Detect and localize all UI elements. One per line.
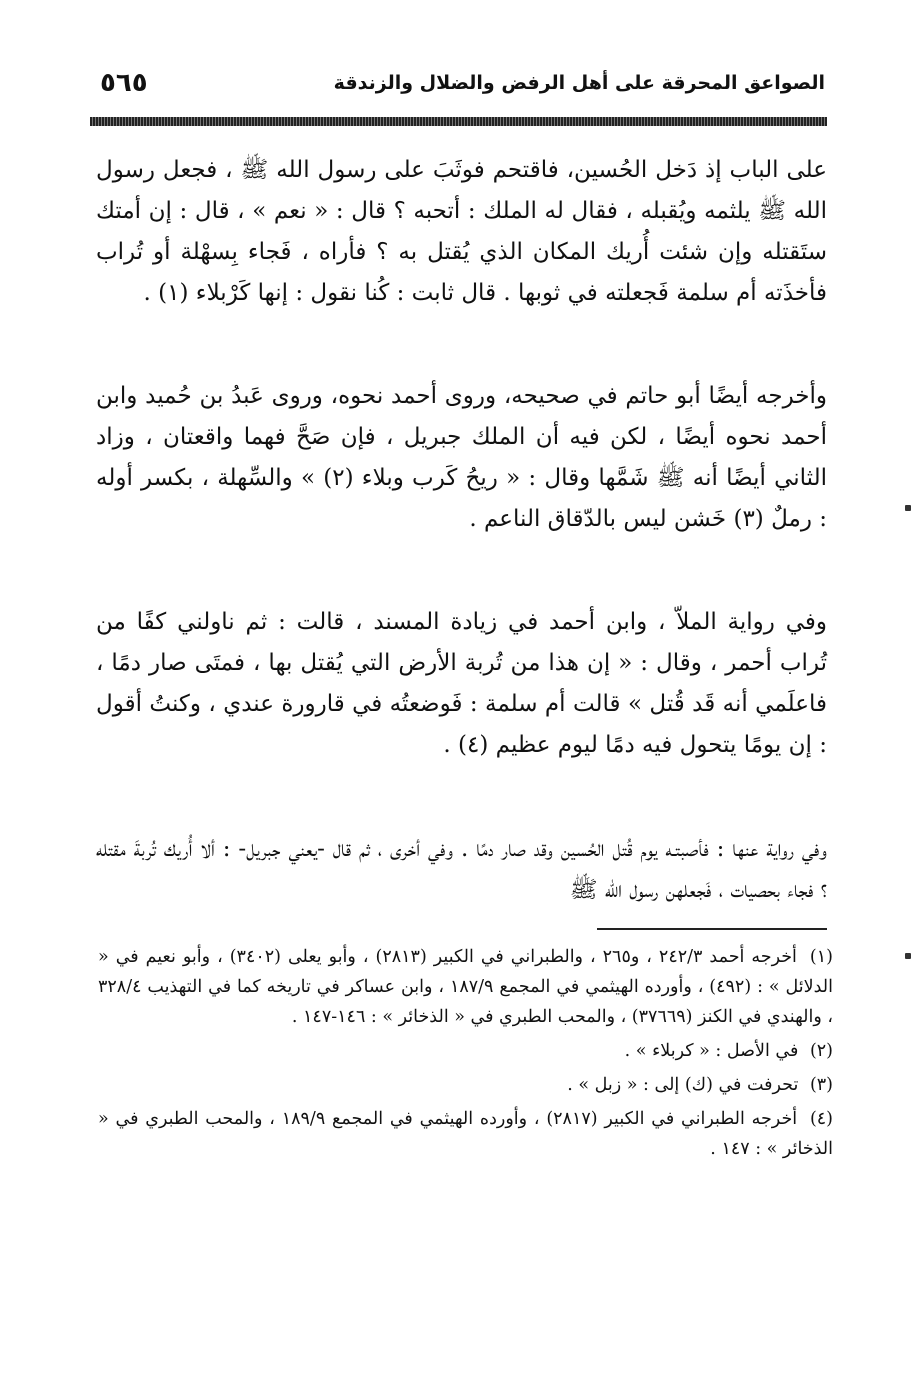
- footnote-4: [98, 1104, 833, 1164]
- footnote-2: [98, 1036, 833, 1066]
- footnote-3: [98, 1070, 833, 1100]
- paragraph-text: وأخرجه أيضًا أبو حاتم في صحيحه، وروى أحمد نحوه، وروى عَبدُ بن حُميد وابن أحمد نحوه أيضًا ، لكن فيه أن الملك جبريل ، فإن صَحَّ فهما واقعتان ، وزاد الثاني أيضًا أنه ﷺ شَمَّها وقال : « ريحُ كَرب وبلاء (٢) » والسِّهلة ، بكسر أوله : رملٌ (٣) خَشن ليس بالدّقاق الناعم .: [96, 383, 827, 532]
- header-rule: [90, 117, 827, 126]
- running-header-title: الصواعق المحرقة على أهل الرفض والضلال والزندقة: [333, 72, 825, 94]
- footnote-separator: [597, 928, 827, 930]
- footnote-number: (٤): [809, 1109, 833, 1129]
- footnotes: [98, 942, 833, 1168]
- body-paragraph: [96, 376, 827, 540]
- paragraph-text: وفي رواية عنها : فأصبتـه يوم قُتل الحُسين وقد صار دمًا . وفي أخرى ، ثم قال -يعني جبريل- : ألا أُريك تُربةَ مقتله ؟ فجاء بحصيات ، فَجعلهن رسول الله ﷺ: [96, 836, 827, 903]
- paragraph-text: على الباب إذ دَخل الحُسين، فاقتحم فوثَبَ على رسول الله ﷺ ، فجعل رسول الله ﷺ يلثمه ويُقبله ، فقال له الملك : أتحبه ؟ قال : « نعم » ، قال : إن أمتك ستَقتله وإن شئت أُريك المكان الذي يُقتل به ؟ فأراه ، فَجاء بِسهْلة أو تُراب فأخذَته أم سلمة فَجعلته في ثوبها . قال ثابت : كُنا نقول : إنها كَرْبلاء (١) .: [96, 157, 827, 306]
- page-number: ٥٦٥: [100, 68, 148, 98]
- footnote-number: (٢): [809, 1041, 833, 1061]
- scan-margin-mark: [905, 953, 911, 959]
- footnote-text: في الأصل : « كربلاء » .: [624, 1041, 799, 1061]
- footnote-text: أخرجه الطبراني في الكبير (٢٨١٧) ، وأورده الهيثمي في المجمع ١٨٩/٩ ، والمحب الطبري في « الذخائر » : ١٤٧ .: [98, 1109, 833, 1159]
- body-paragraph: [96, 602, 827, 766]
- footnote-number: (١): [809, 947, 833, 967]
- scan-margin-mark: [905, 505, 911, 511]
- footnote-1: [98, 942, 833, 1032]
- footnote-text: تحرفت في (ك) إلى : « زبل » .: [567, 1075, 799, 1095]
- footnote-number: (٣): [809, 1075, 833, 1095]
- paragraph-text: وفي رواية الملاّ ، وابن أحمد في زيادة المسند ، قالت : ثم ناولني كفًا من تُراب أحمر ، وقال : « إن هذا من تُربة الأرض التي يُقتل بها ، فمتَى صار دمًا ، فاعلَمي أنه قَد قُتل » قالت أم سلمة : فَوضعتُه في قارورة عندي ، وكنتُ أقول : إن يومًا يتحول فيه دمًا ليوم عظيم (٤) .: [96, 609, 827, 758]
- footnote-text: أخرجه أحمد ٢٤٢/٣ ، و٢٦٥ ، والطبراني في الكبير (٢٨١٣) ، وأبو يعلى (٣٤٠٢) ، وأبو نعيم في « الدلائل » : (٤٩٢) ، وأورده الهيثمي في المجمع ١٨٧/٩ ، وابن عساكر في تاريخه كما في التهذيب ٣٢٨/٤ ، والهندي في الكنز (٣٧٦٦٩) ، والمحب الطبري في « الذخائر » : ١٤٦-١٤٧ .: [98, 947, 833, 1027]
- body-paragraph: [96, 829, 827, 911]
- body-paragraph: [96, 150, 827, 314]
